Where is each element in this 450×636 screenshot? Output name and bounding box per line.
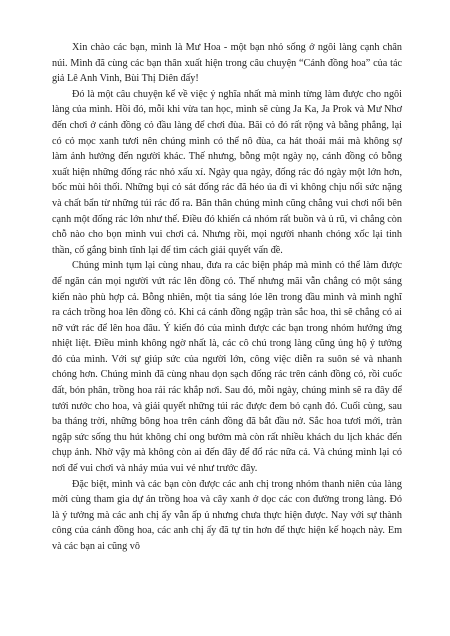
paragraph-intro: Xin chào các bạn, mình là Mư Hoa - một bạn nhỏ sống ở ngôi làng cạnh chân núi. Mình đã cùng các bạn thân xuất hiện trong câu chuyện “Cánh đồng hoa” của tác giả Lê Anh Vinh, Bùi Thị Diên đấy! bbox=[52, 42, 402, 85]
paragraph-story: Đó là một câu chuyện kể về việc ý nghĩa nhất mà mình từng làm được cho ngôi làng của mình. Hồi đó, mỗi khi vừa tan học, mình sẽ cùng Ja Ka, Ja Prok và Mư Nhơ đến chơi ở cánh đồng cỏ đầu làng để chơi đùa. Bãi cỏ đó rất rộng và bằng phẳng, lại có cỏ mọc xanh tươi nên chúng mình có thể nô đùa, ca hát thoải mái mà không sợ làm ảnh hưởng đến người khác. Thế nhưng, bỗng một ngày nọ, cánh đồng cỏ bỗng xuất hiện những đống rác nhỏ xấu xí. Ngày qua ngày, đống rác đó ngày một lớn hơn, bốc mùi hôi thối. Những bụi cỏ sát đống rác đã héo úa đi vì không chịu nổi sức nặng và chất bẩn từ những túi rác đổ ra. Bãn thân chúng mình cũng chẳng vui chơi nổi bên cạnh một đống rác lớn như thế. Điều đó khiến cả nhóm rất buồn và ủ rũ, vì chẳng còn chỗ nào cho bọn mình vui chơi cả. Nhưng rồi, mọi người nhanh chóng xốc lại tinh thần, cố gắng bình tĩnh lại để tìm cách giải quyết vấn đề. bbox=[52, 88, 402, 256]
document-page bbox=[52, 40, 402, 555]
paragraph-project: Đặc biệt, mình và các bạn còn được các anh chị trong nhóm thanh niên của làng mời cùng tham gia dự án trồng hoa và cây xanh ở dọc các con đường trong làng. Đó là ý tưởng mà các anh chị ấy vẫn ấp ủ nhưng chưa thực hiện được. Nay với sự thành công của cánh đồng hoa, các anh chị ấy đã tự tin hơn để thực hiện kế hoạch này. Em và các bạn ai cũng vô bbox=[52, 478, 402, 552]
paragraph-solution: Chúng mình tụm lại cùng nhau, đưa ra các biện pháp mà mình có thể làm được để ngăn cản mọi người vứt rác lên đồng cỏ. Thế nhưng mãi vẫn chẳng có một sáng kiến nào phù hợp cả. Bỗng nhiên, một tia sáng lóe lên trong đầu mình và mình nghĩ ra cách trồng hoa lên đồng cỏ. Khi cả cánh đồng ngập tràn sắc hoa, thì sẽ chẳng có ai nỡ vứt rác để lên hoa đâu. Ý kiến đó của mình được các bạn trong nhóm hưởng ứng nhiệt liệt. Điều mình không ngờ nhất là, các cô chú trong làng cũng ủng hộ ý tưởng đó của mình. Với sự giúp sức của người lớn, công việc diễn ra suôn sẻ và nhanh chóng hơn. Chúng mình đã cùng nhau dọn sạch đống rác trên cánh đồng cỏ, rồi cuốc đất, bón phân, trồng hoa rải rác khắp nơi. Sau đó, mỗi ngày, chúng mình sẽ ra đây để tưới nước cho hoa, và giải quyết những túi rác được đem bỏ cạnh đó. Cuối cùng, sau ba tháng trời, những bông hoa trên cánh đồng đã bắt đầu nở. Sắc hoa tươi mới, tràn ngập sức sống thu hút không chỉ ong bướm mà còn rất nhiều khách du lịch khác đến chụp ảnh. Nhờ vậy mà không còn ai đến đây để đổ rác nữa cả. Và chúng mình lại có nơi để vui chơi và nhảy múa vui vẻ như trước đây. bbox=[52, 260, 402, 475]
